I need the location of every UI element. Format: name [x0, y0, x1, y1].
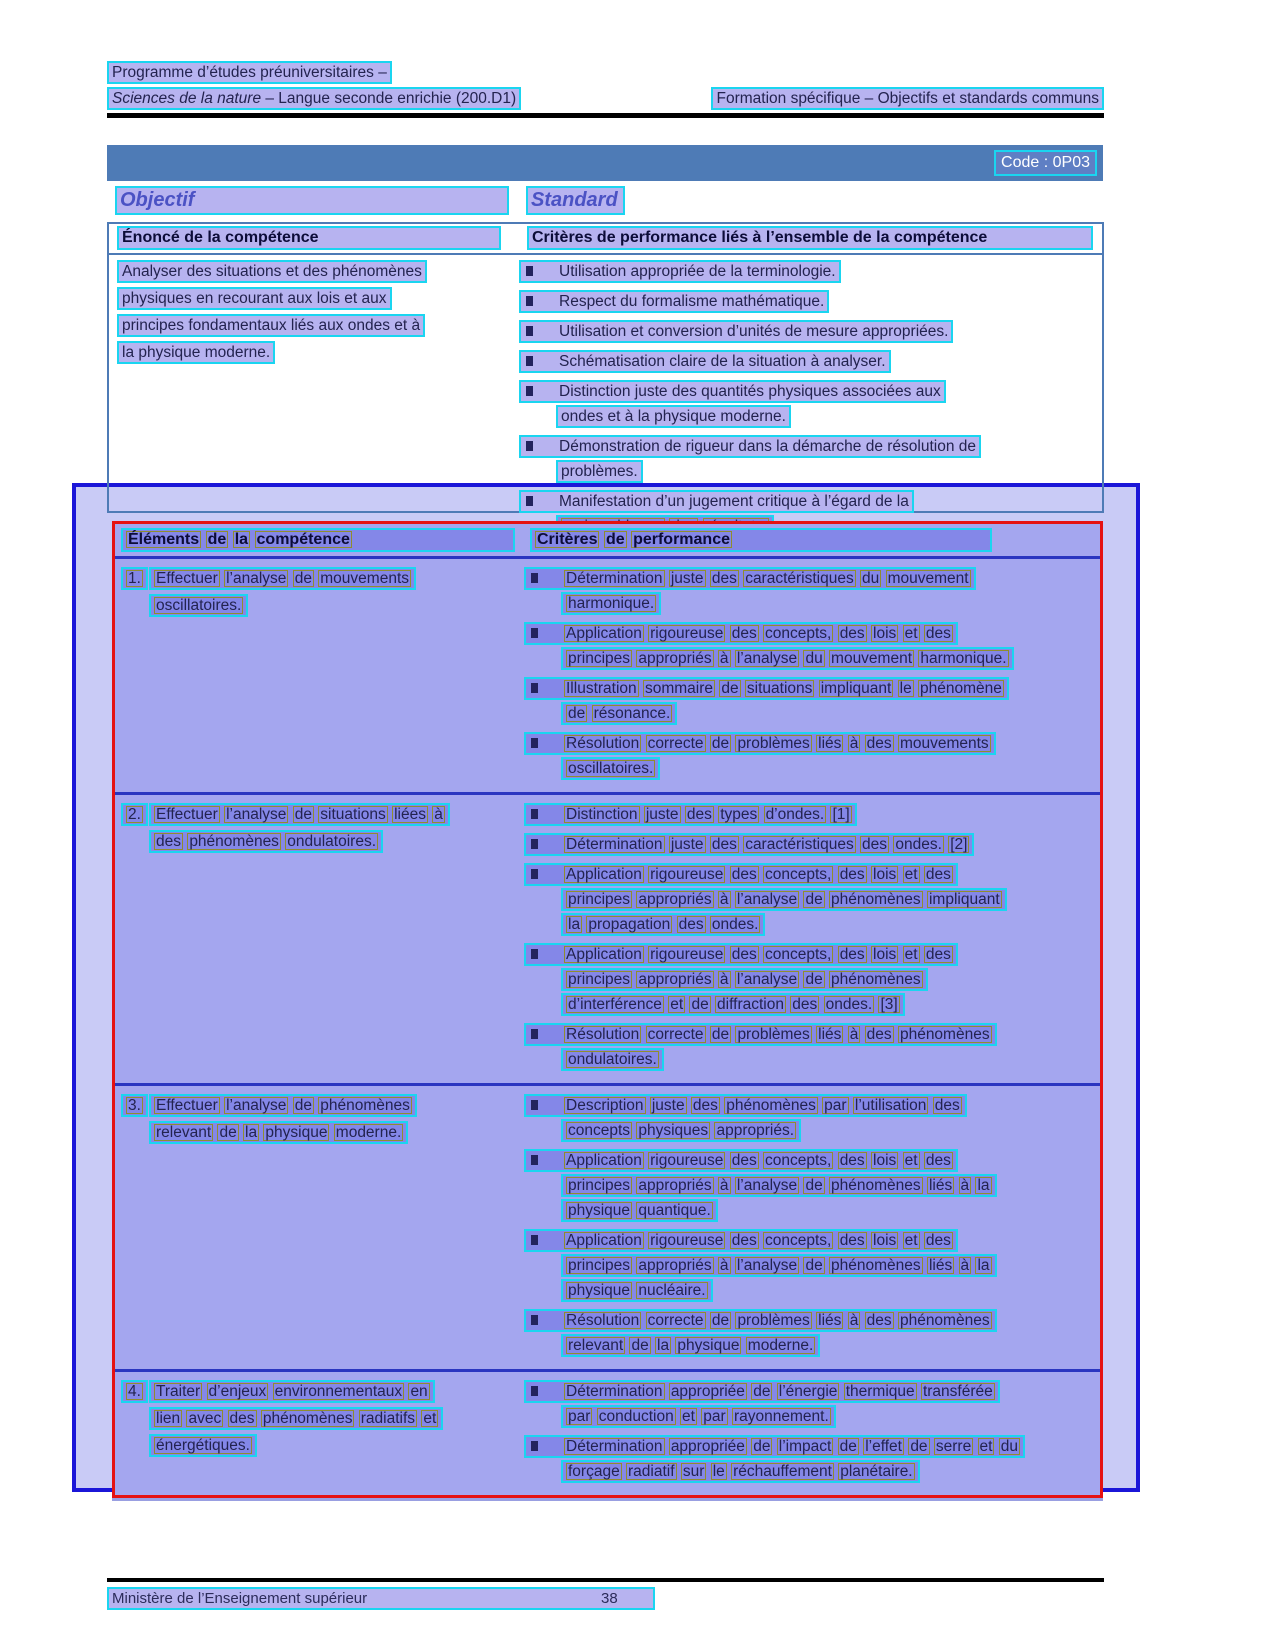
row-number: [115, 1094, 149, 1364]
bullet-icon: [531, 869, 538, 879]
criterion-text: Manifestation d’un jugement critique à l’égard de la: [559, 493, 909, 510]
criterion-item: [524, 1435, 1100, 1485]
bullet-icon: [531, 1386, 538, 1396]
criterion-item: [524, 803, 1100, 828]
criterion-item: [519, 435, 1102, 485]
bullet-icon: [531, 628, 538, 638]
criterion-text: Démonstration de rigueur dans la démarche de résolution de: [559, 438, 977, 455]
criterion-text: Application rigoureuse des concepts, des lois et des: [566, 625, 951, 642]
row-number-text: 4.: [121, 1380, 148, 1403]
footer-box: [107, 1587, 655, 1610]
text-line: par conduction et par rayonnement.: [561, 1405, 836, 1428]
bullet-icon: [531, 573, 538, 583]
text-line: physique quantique.: [561, 1199, 718, 1222]
text-line: Analyser des situations et des phénomènes: [117, 260, 427, 283]
text-line: harmonique.: [561, 592, 661, 615]
criterion-item: [524, 1229, 1100, 1304]
page-number: 38: [601, 1590, 618, 1607]
row-number-text: 3.: [121, 1094, 148, 1117]
row-number: [115, 1380, 149, 1490]
criterion-text: Détermination appropriée de l’énergie thermique transférée: [566, 1383, 993, 1400]
text-line: [524, 1023, 997, 1046]
text-line: principes appropriés à l’analyse de phénomènes liés à la: [561, 1254, 997, 1277]
text-line: [519, 490, 914, 513]
text-line: lien avec des phénomènes radiatifs et: [149, 1407, 443, 1430]
criterion-item: [519, 350, 1102, 375]
criterion-text: Schématisation claire de la situation à analyser.: [559, 353, 886, 370]
criterion-item: [524, 732, 1100, 782]
criterion-item: [524, 1309, 1100, 1359]
text-line: [524, 1229, 958, 1252]
bullet-icon: [531, 683, 538, 693]
text-line: concepts physiques appropriés.: [561, 1119, 801, 1142]
text-line: problèmes.: [556, 460, 643, 483]
text-line: forçage radiatif sur le réchauffement planétaire.: [561, 1460, 920, 1483]
elements-row-2: [115, 795, 1100, 1086]
text-line: d’interférence et de diffraction des ondes. [3]: [561, 993, 905, 1016]
bullet-icon: [526, 386, 533, 396]
bullet-icon: [526, 496, 533, 506]
element-statement: [149, 803, 524, 1078]
criterion-text: Détermination appropriée de l’impact de l’effet de serre et du: [566, 1438, 1019, 1455]
criterion-text: Respect du formalisme mathématique.: [559, 293, 825, 310]
text-line: [524, 567, 976, 590]
criterion-text: Distinction juste des quantités physiques associées aux: [559, 383, 941, 400]
text-line: Effectuer l’analyse de mouvements: [149, 567, 416, 590]
text-line: [524, 732, 996, 755]
text-line: [524, 622, 958, 645]
criterion-text: Résolution correcte de problèmes liés à des mouvements: [566, 735, 989, 752]
elements-table[interactable]: [112, 521, 1103, 1498]
bullet-icon: [531, 1441, 538, 1451]
text-line: Traiter d’enjeux environnementaux en: [149, 1380, 435, 1403]
bullet-icon: [531, 1315, 538, 1325]
bullet-icon: [531, 1155, 538, 1165]
elements-row-4: [115, 1372, 1100, 1495]
criterion-item: [524, 833, 1100, 858]
program-name-italic: Sciences de la nature: [112, 90, 262, 107]
header-program-subline: [107, 87, 521, 110]
row-number-text: 2.: [121, 803, 148, 826]
text-line: [524, 1094, 967, 1117]
criterion-item: [519, 380, 1102, 430]
text-line: ondulatoires.: [561, 1048, 664, 1071]
text-line: physiques en recourant aux lois et aux: [117, 287, 392, 310]
standard-title: Standard: [526, 186, 625, 215]
text-line: Effectuer l’analyse de situations liées à: [149, 803, 450, 826]
text-line: oscillatoires.: [149, 594, 248, 617]
text-line: principes appropriés à l’analyse de phénomènes impliquant: [561, 888, 1007, 911]
footer-rule: [107, 1578, 1104, 1582]
text-line: relevant de la physique moderne.: [149, 1121, 408, 1144]
bullet-icon: [531, 1029, 538, 1039]
criterion-text: Résolution correcte de problèmes liés à des phénomènes: [566, 1026, 990, 1043]
criteria-cell: [524, 1380, 1100, 1490]
text-line: des phénomènes ondulatoires.: [149, 830, 383, 853]
criterion-text: Application rigoureuse des concepts, des lois et des: [566, 1152, 951, 1169]
text-line: principes fondamentaux liés aux ondes et à: [117, 314, 425, 337]
col-header-enonce: Énoncé de la compétence: [117, 226, 501, 250]
text-line: [519, 435, 981, 458]
text-line: ondes et à la physique moderne.: [556, 405, 791, 428]
bullet-icon: [531, 839, 538, 849]
element-statement: [149, 1094, 524, 1364]
elements-row-1: [115, 559, 1100, 795]
text-line: [524, 1435, 1025, 1458]
text-line: [519, 380, 946, 403]
criterion-item: [524, 1149, 1100, 1224]
bullet-icon: [531, 809, 538, 819]
competence-table-body: [109, 255, 1102, 545]
criterion-item: [524, 1380, 1100, 1430]
criteria-cell: [524, 1094, 1100, 1364]
text-line: relevant de la physique moderne.: [561, 1334, 820, 1357]
criterion-text: Illustration sommaire de situations impliquant le phénomène: [566, 680, 1002, 697]
header-section-label: Formation spécifique – Objectifs et standards communs: [711, 87, 1104, 110]
text-line: principes appropriés à l’analyse de phénomènes liés à la: [561, 1174, 997, 1197]
header-program-line: Programme d’études préuniversitaires –: [107, 61, 392, 84]
text-line: physique nucléaire.: [561, 1279, 713, 1302]
criterion-text: Application rigoureuse des concepts, des lois et des: [566, 1232, 951, 1249]
row-number: [115, 803, 149, 1078]
criterion-item: [524, 1023, 1100, 1073]
criterion-text: Description juste des phénomènes par l’utilisation des: [566, 1097, 960, 1114]
element-statement: [149, 1380, 524, 1490]
col-header-elements: Éléments de la compétence: [121, 528, 515, 552]
criterion-item: [524, 943, 1100, 1018]
section-titles: [107, 186, 1104, 220]
text-line: [524, 1380, 1000, 1403]
criterion-text: Utilisation appropriée de la terminologie.: [559, 263, 836, 280]
criterion-item: [524, 677, 1100, 727]
criterion-text: Distinction juste des types d’ondes. [1]: [566, 806, 850, 823]
code-badge: Code : 0P03: [994, 150, 1097, 176]
bullet-icon: [531, 738, 538, 748]
text-line: [519, 260, 841, 283]
performance-criteria-list: [519, 260, 1102, 545]
text-line: [524, 1309, 997, 1332]
criterion-item: [519, 290, 1102, 315]
page-header: [107, 61, 1104, 110]
competence-table-header: [109, 224, 1102, 255]
text-line: [519, 350, 891, 373]
element-statement: [149, 567, 524, 787]
criterion-item: [519, 320, 1102, 345]
criterion-item: [524, 863, 1100, 938]
text-line: [524, 863, 958, 886]
text-line: [524, 833, 974, 856]
row-number: [115, 567, 149, 787]
bullet-icon: [526, 326, 533, 336]
text-line: principes appropriés à l’analyse de phénomènes: [561, 968, 928, 991]
criterion-item: [524, 622, 1100, 672]
text-line: [524, 677, 1009, 700]
page-footer: [107, 1587, 655, 1610]
criterion-item: [524, 1094, 1100, 1144]
text-line: la propagation des ondes.: [561, 913, 765, 936]
criterion-text: Détermination juste des caractéristiques des ondes. [2]: [566, 836, 968, 853]
text-line: Effectuer l’analyse de phénomènes: [149, 1094, 417, 1117]
competence-statement: [109, 260, 519, 545]
text-line: de résonance.: [561, 702, 677, 725]
text-line: [524, 943, 958, 966]
bullet-icon: [526, 441, 533, 451]
criterion-text: Résolution correcte de problèmes liés à des phénomènes: [566, 1312, 990, 1329]
col-header-criteres-ensemble: Critères de performance liés à l’ensemble de la compétence: [527, 226, 1093, 250]
bullet-icon: [531, 1235, 538, 1245]
text-line: énergétiques.: [149, 1434, 257, 1457]
text-line: [524, 1149, 958, 1172]
elements-row-3: [115, 1086, 1100, 1372]
criterion-text: Détermination juste des caractéristiques du mouvement: [566, 570, 969, 587]
row-number-text: 1.: [121, 567, 148, 590]
criterion-text: Application rigoureuse des concepts, des lois et des: [566, 946, 951, 963]
criterion-item: [519, 260, 1102, 285]
criteria-cell: [524, 803, 1100, 1078]
criterion-item: [524, 567, 1100, 617]
elements-table-header: [115, 524, 1100, 559]
col-header-criteres: Critères de performance: [530, 528, 992, 552]
criterion-text: Utilisation et conversion d’unités de mesure appropriées.: [559, 323, 949, 340]
text-line: principes appropriés à l’analyse du mouvement harmonique.: [561, 647, 1014, 670]
criterion-text: Application rigoureuse des concepts, des lois et des: [566, 866, 951, 883]
bullet-icon: [531, 949, 538, 959]
criteria-cell: [524, 567, 1100, 787]
bullet-icon: [526, 266, 533, 276]
bullet-icon: [526, 296, 533, 306]
text-line: [519, 290, 829, 313]
text-line: la physique moderne.: [117, 341, 275, 364]
code-banner: [107, 145, 1103, 181]
header-rule: [107, 113, 1104, 118]
text-line: oscillatoires.: [561, 757, 660, 780]
bullet-icon: [526, 356, 533, 366]
bullet-icon: [531, 1100, 538, 1110]
objectif-title: Objectif: [115, 186, 509, 215]
text-line: [524, 803, 857, 826]
competence-table: [107, 222, 1104, 513]
text-line: [519, 320, 953, 343]
program-name-rest: – Langue seconde enrichie (200.D1): [261, 90, 517, 107]
footer-ministry: Ministère de l’Enseignement supérieur: [112, 1590, 368, 1607]
